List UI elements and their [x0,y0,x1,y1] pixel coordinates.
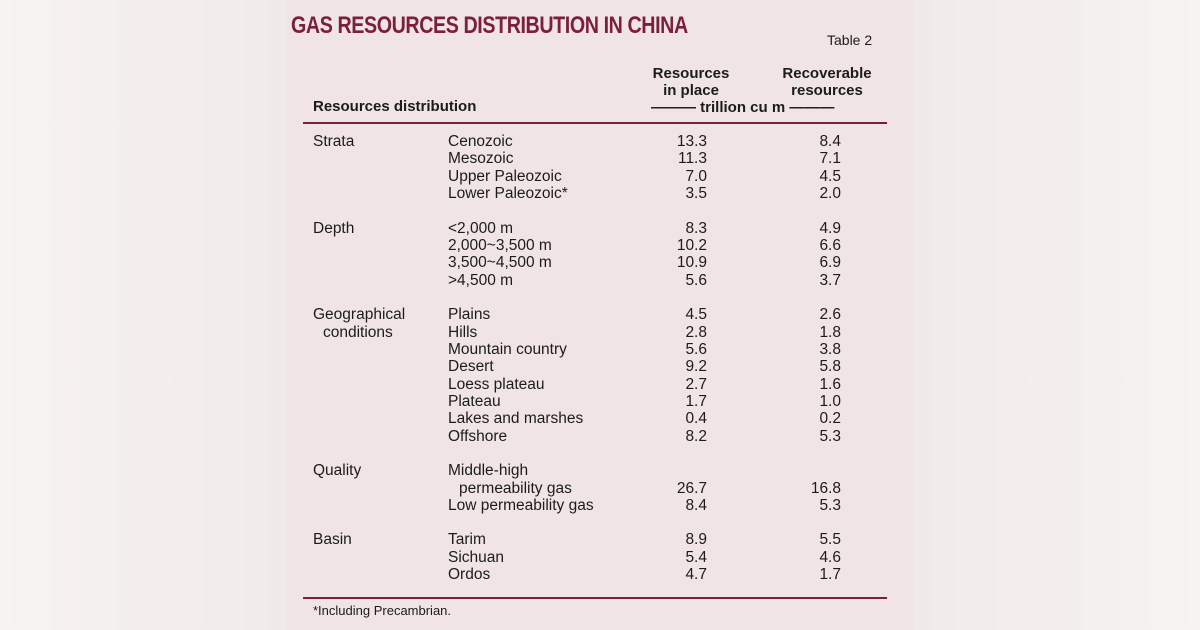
group-name: Strata [313,133,355,150]
subcategory-label: permeability gas [459,479,572,497]
value-recoverable: 7.1 [819,150,841,168]
group-name-line2: conditions [323,323,393,341]
table-row [287,376,913,393]
table-row [287,428,913,445]
table-row [287,480,913,497]
subcategory-label: Sichuan [448,548,505,566]
subcategory-label: Ordos [448,566,491,584]
value-recoverable: 3.7 [819,271,841,289]
subcategory-label: Tarim [448,531,486,549]
value-in-place: 8.4 [685,497,707,515]
subcategory-label: Offshore [448,427,508,445]
header-in-place-line2: in place [663,82,719,99]
header-unit: ——— trillion cu m ——— [651,99,835,116]
value-recoverable: 8.4 [819,133,841,150]
subcategory-label: Loess plateau [448,375,545,393]
table-row [287,324,913,341]
table-title: GAS RESOURCES DISTRIBUTION IN CHINA [291,12,688,39]
header-resources-distribution: Resources distribution [313,98,477,115]
group-name: Geographical [313,306,406,324]
value-recoverable: 1.8 [819,323,841,341]
row-group [287,531,913,583]
row-group [287,220,913,290]
value-in-place: 2.8 [685,323,707,341]
value-in-place: 13.3 [676,133,707,150]
value-in-place: 7.0 [685,167,707,185]
value-recoverable: 6.9 [819,254,841,272]
table-row [287,566,913,583]
header-recoverable-resources [767,65,887,99]
subcategory-label: Plains [448,306,491,324]
value-recoverable: 1.0 [819,393,841,411]
header-recoverable-line1: Recoverable [782,65,872,82]
subcategory-label: Lakes and marshes [448,410,584,428]
header-in-place-line1: Resources [652,65,730,82]
footer-rule [303,597,887,599]
table-row [287,150,913,167]
value-in-place: 4.7 [685,566,707,584]
subcategory-label: Mesozoic [448,150,514,168]
value-recoverable: 6.6 [819,236,841,254]
value-in-place: 11.3 [677,150,707,168]
value-recoverable: 3.8 [819,340,841,358]
value-recoverable: 5.5 [819,531,841,549]
value-in-place: 5.6 [685,340,707,358]
header-rule [303,122,887,124]
group-name: Basin [313,531,352,549]
group-name: Depth [313,219,355,237]
value-in-place: 26.7 [676,479,707,497]
value-in-place: 5.6 [685,271,707,289]
subcategory-label: <2,000 m [448,219,514,237]
value-recoverable: 4.6 [819,548,841,566]
row-group [287,306,913,445]
subcategory-label: 2,000~3,500 m [448,236,552,254]
subcategory-label: >4,500 m [448,271,514,289]
value-in-place: 8.3 [685,219,707,237]
value-in-place: 8.9 [685,531,707,549]
table-row [287,549,913,566]
value-recoverable: 5.3 [819,497,841,515]
row-group [287,133,913,203]
table-panel [287,0,913,630]
value-recoverable: 5.8 [819,358,841,376]
value-in-place: 10.2 [676,236,707,254]
value-recoverable: 2.0 [819,185,841,203]
table-row [287,393,913,410]
subcategory-label: Middle-high [448,462,529,480]
value-recoverable: 1.6 [819,375,841,393]
table-row [287,358,913,375]
value-in-place: 5.4 [685,548,707,566]
footnote: *Including Precambrian. [313,603,452,618]
subcategory-label: Plateau [448,393,501,411]
header-recoverable-line2: resources [791,82,863,99]
subcategory-label: Mountain country [448,340,567,358]
value-in-place: 4.5 [685,306,707,324]
table-row [287,497,913,514]
subcategory-label: Upper Paleozoic [448,167,562,185]
table-row [287,168,913,185]
value-recoverable: 5.3 [819,427,841,445]
table-row [287,254,913,271]
table-row [287,133,913,150]
subcategory-label: Low permeability gas [448,497,594,515]
table-row [287,410,913,427]
header-resources-in-place [635,65,747,99]
table-row [287,185,913,202]
value-in-place: 2.7 [685,375,707,393]
subcategory-label: Desert [448,358,494,376]
table-row [287,237,913,254]
value-recoverable: 4.9 [819,219,841,237]
value-in-place: 8.2 [685,427,707,445]
background-right [913,0,1200,630]
table-row [287,462,913,479]
table-row [287,306,913,323]
subcategory-label: Hills [448,323,478,341]
value-recoverable: 0.2 [819,410,841,428]
value-recoverable: 1.7 [819,566,841,584]
table-row [287,220,913,237]
table-row [287,531,913,548]
table-number: Table 2 [827,32,873,48]
value-in-place: 10.9 [676,254,707,272]
subcategory-label: 3,500~4,500 m [448,254,552,272]
value-recoverable: 2.6 [819,306,841,324]
table-body [287,133,913,601]
table-row [287,341,913,358]
value-in-place: 3.5 [685,185,707,203]
value-in-place: 1.7 [685,393,707,411]
subcategory-label: Cenozoic [448,133,513,150]
value-in-place: 9.2 [685,358,707,376]
value-in-place: 0.4 [685,410,707,428]
value-recoverable: 4.5 [819,167,841,185]
group-name: Quality [313,462,362,480]
subcategory-label: Lower Paleozoic* [448,185,568,203]
background-left [0,0,287,630]
table-row [287,272,913,289]
value-recoverable: 16.8 [810,479,841,497]
row-group [287,462,913,514]
